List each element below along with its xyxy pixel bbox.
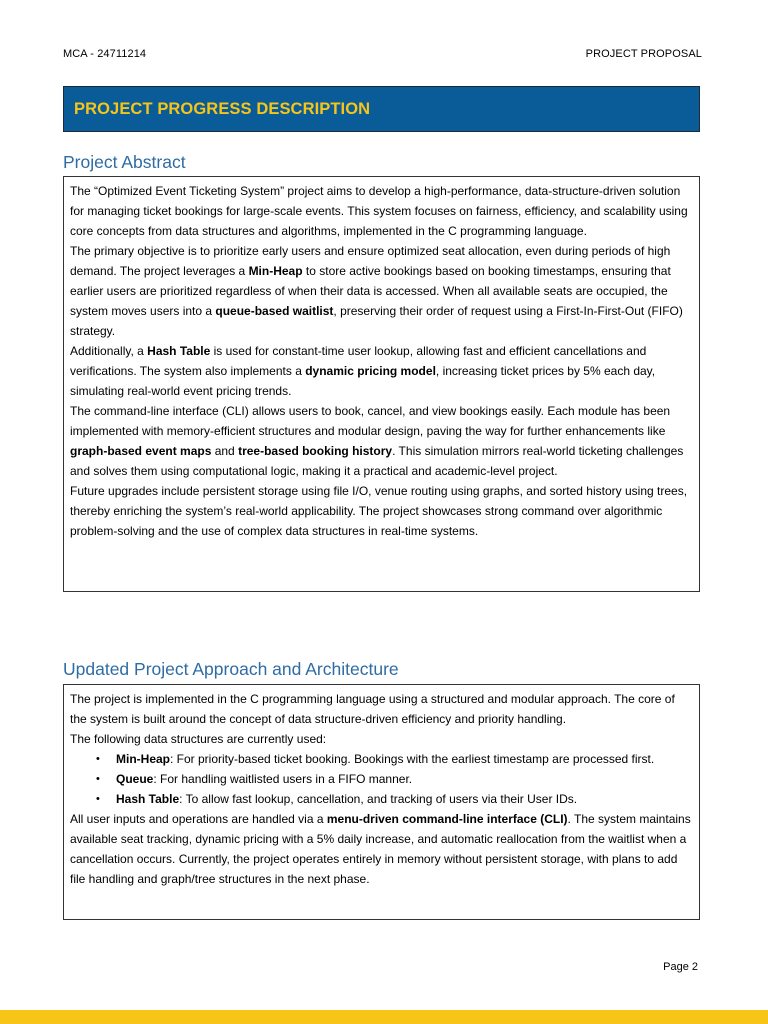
bold-term: Hash Table (116, 792, 180, 806)
bullet-icon: • (96, 753, 100, 765)
bullet-icon: • (96, 793, 100, 805)
data-structure-list (70, 749, 693, 809)
bold-term: graph-based event maps (70, 444, 212, 458)
text-run: to store active bookings based on booking timestamps, ensuring that earlier users are prioritized regardless of when their data is accessed. When all available seats are occupied, the system moves users into a (70, 264, 671, 318)
bold-term: Queue (116, 772, 154, 786)
text-run: . The system maintains available seat tracking, dynamic pricing with a 5% daily increase, and automatic reallocation from the waitlist when a cancellation occurs. Currently, the project operates entirely in memory without persistent storage, with plans to add file handling and graph/tree structures in the next phase. (70, 812, 691, 886)
abstract-paragraph-1: The “Optimized Event Ticketing System” project aims to develop a high-performance, data-structure-driven solution for managing ticket bookings for large-scale events. This system focuses on fairness, efficiency, and scalability using core concepts from data structures and algorithms, implemented in the C programming language. (70, 184, 688, 238)
header-doc-type: PROJECT PROPOSAL (585, 48, 702, 60)
bold-term: queue-based waitlist (215, 304, 334, 318)
bold-term: tree-based booking history (238, 444, 393, 458)
text-run: All user inputs and operations are handled via a (70, 812, 327, 826)
bold-term: dynamic pricing model (305, 364, 436, 378)
abstract-heading: Project Abstract (63, 152, 186, 172)
text-run: The command-line interface (CLI) allows users to book, cancel, and view bookings easily. Each module has been implemented with memory-efficient structures and modular design, paving the way for further enhancements like (70, 404, 671, 438)
text-run: , increasing ticket prices by 5% each day, simulating real-world event pricing trends. (70, 364, 656, 398)
text-run: . This simulation mirrors real-world ticketing challenges and solves them using computational logic, making it a practical and academic-level project. (70, 444, 684, 478)
text-run: is used for constant-time user lookup, allowing fast and efficient cancellations and verifications. The system also implements a (70, 344, 647, 378)
list-item (92, 769, 693, 789)
approach-paragraph-1: The project is implemented in the C programming language using a structured and modular approach. The core of the system is built around the concept of data structure-driven efficiency and priority handling. (70, 692, 675, 726)
text-run: , preserving their order of request using a First-In-First-Out (FIFO) strategy. (70, 304, 683, 338)
bold-term: Min-Heap (248, 264, 303, 278)
abstract-box (63, 176, 700, 592)
text-run: : For handling waitlisted users in a FIFO manner. (153, 772, 413, 786)
text-run: Additionally, a (70, 344, 148, 358)
text-run: : For priority-based ticket booking. Bookings with the earliest timestamp are processed first. (170, 752, 655, 766)
text-run: and (211, 444, 239, 458)
list-item (92, 789, 693, 809)
bold-term: Min-Heap (116, 752, 170, 766)
page-number: Page 2 (663, 961, 698, 973)
footer-bar (0, 1010, 768, 1024)
banner-title: PROJECT PROGRESS DESCRIPTION (74, 99, 371, 118)
header-doc-id: MCA - 24711214 (63, 48, 147, 60)
abstract-paragraph-4 (70, 401, 693, 481)
bold-term: Hash Table (147, 344, 211, 358)
list-item (92, 749, 693, 769)
approach-heading: Updated Project Approach and Architecture (63, 659, 399, 679)
abstract-paragraph-2 (70, 241, 693, 341)
approach-paragraph-2: The following data structures are currently used: (70, 732, 327, 746)
abstract-paragraph-5: Future upgrades include persistent storage using file I/O, venue routing using graphs, and sorted history using trees, thereby enriching the system’s real-world applicability. The project showcases strong command over algorithmic problem-solving and the use of complex data structures in real-time systems. (70, 484, 688, 538)
text-run: The primary objective is to prioritize early users and ensure optimized seat allocation, even during periods of high demand. The project leverages a (70, 244, 671, 278)
bold-term: menu-driven command-line interface (CLI) (326, 812, 568, 826)
section-banner (63, 86, 700, 132)
abstract-paragraph-3 (70, 341, 693, 401)
bullet-icon: • (96, 773, 100, 785)
text-run: : To allow fast lookup, cancellation, and tracking of users via their User IDs. (179, 792, 578, 806)
approach-paragraph-3 (70, 809, 693, 889)
approach-box (63, 684, 700, 920)
